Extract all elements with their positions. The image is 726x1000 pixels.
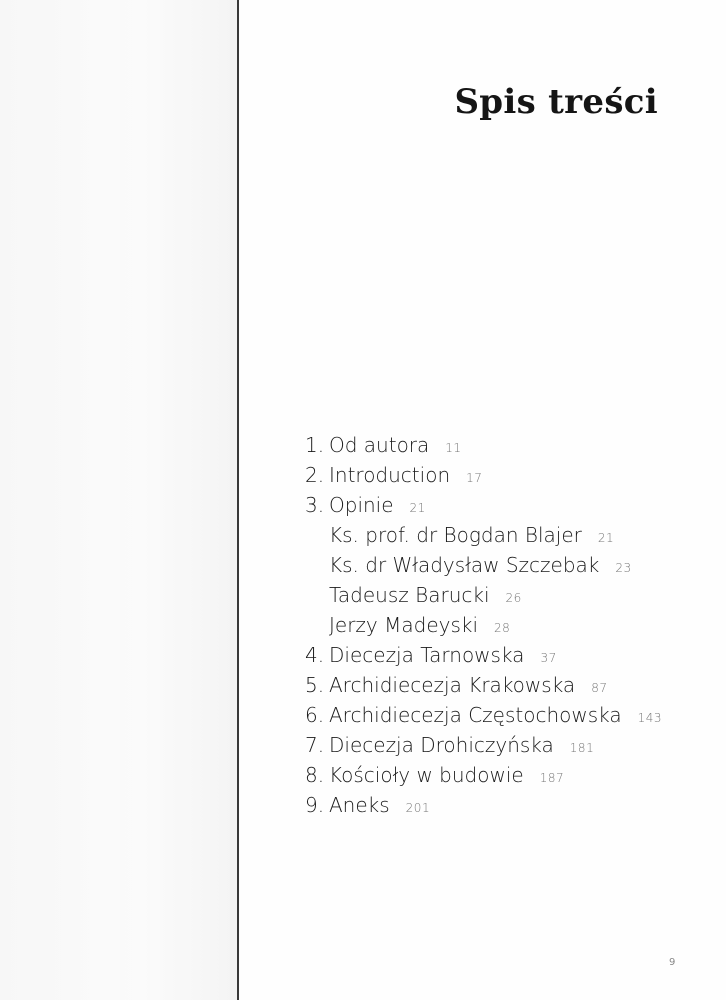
toc-subitem-madeyski[interactable]	[329, 610, 510, 640]
toc-number: 9.	[305, 793, 325, 817]
toc-subitem-barucki[interactable]	[329, 580, 522, 610]
toc-page-number: 143	[637, 711, 663, 725]
toc-item-od-autora[interactable]	[305, 430, 462, 460]
toc-label: Aneks	[329, 793, 390, 817]
toc-item-introduction[interactable]	[305, 460, 482, 490]
toc-page-number: 187	[539, 771, 565, 785]
toc-number: 2.	[305, 463, 325, 487]
toc-item-aneks[interactable]	[305, 790, 430, 820]
toc-page-number: 21	[409, 501, 426, 515]
toc-number: 5.	[305, 673, 325, 697]
toc-number: 1.	[305, 433, 325, 457]
toc-label: Kościoły w budowie	[329, 763, 524, 787]
toc-number: 3.	[305, 493, 325, 517]
toc-label: Ks. dr Władysław Szczebak	[329, 553, 600, 577]
toc-label: Archidiecezja Krakowska	[329, 673, 576, 697]
toc-item-archidiecezja-krakowska[interactable]	[305, 670, 607, 700]
toc-item-archidiecezja-czestochowska[interactable]	[305, 700, 662, 730]
toc-number: 4.	[305, 643, 325, 667]
toc-label: Opinie	[329, 493, 394, 517]
toc-page-number: 11	[445, 441, 462, 455]
toc-page-number: 181	[569, 741, 595, 755]
page-title: Spis treści	[454, 82, 658, 122]
toc-item-diecezja-drohiczynska[interactable]	[305, 730, 594, 760]
toc-subitem-szczebak[interactable]	[329, 550, 632, 580]
toc-page-number: 201	[405, 801, 431, 815]
left-page	[0, 0, 237, 1000]
toc-page-number: 26	[505, 591, 522, 605]
toc-page-number: 21	[597, 531, 615, 545]
toc-item-opinie[interactable]	[305, 490, 426, 520]
toc-subitem-blajer[interactable]	[329, 520, 614, 550]
toc-label: Od autora	[329, 433, 430, 457]
toc-label: Introduction	[329, 463, 451, 487]
toc-page-number: 37	[540, 651, 557, 665]
toc-number: 8.	[305, 763, 325, 787]
toc-item-diecezja-tarnowska[interactable]	[305, 640, 557, 670]
toc-label: Diecezja Tarnowska	[329, 643, 525, 667]
toc-number: 7.	[305, 733, 325, 757]
toc-page-number: 17	[466, 471, 483, 485]
toc-label: Jerzy Madeyski	[329, 613, 479, 637]
toc-label: Ks. prof. dr Bogdan Blajer	[329, 523, 582, 547]
toc-page-number: 28	[494, 621, 511, 635]
toc-item-koscioly-w-budowie[interactable]	[305, 760, 564, 790]
toc-label: Diecezja Drohiczyńska	[329, 733, 554, 757]
toc-page-number: 23	[615, 561, 632, 575]
toc-number: 6.	[305, 703, 325, 727]
page-number: 9	[669, 957, 676, 968]
toc-label: Tadeusz Barucki	[329, 583, 490, 607]
toc-label: Archidiecezja Częstochowska	[329, 703, 622, 727]
toc-page-number: 87	[591, 681, 608, 695]
